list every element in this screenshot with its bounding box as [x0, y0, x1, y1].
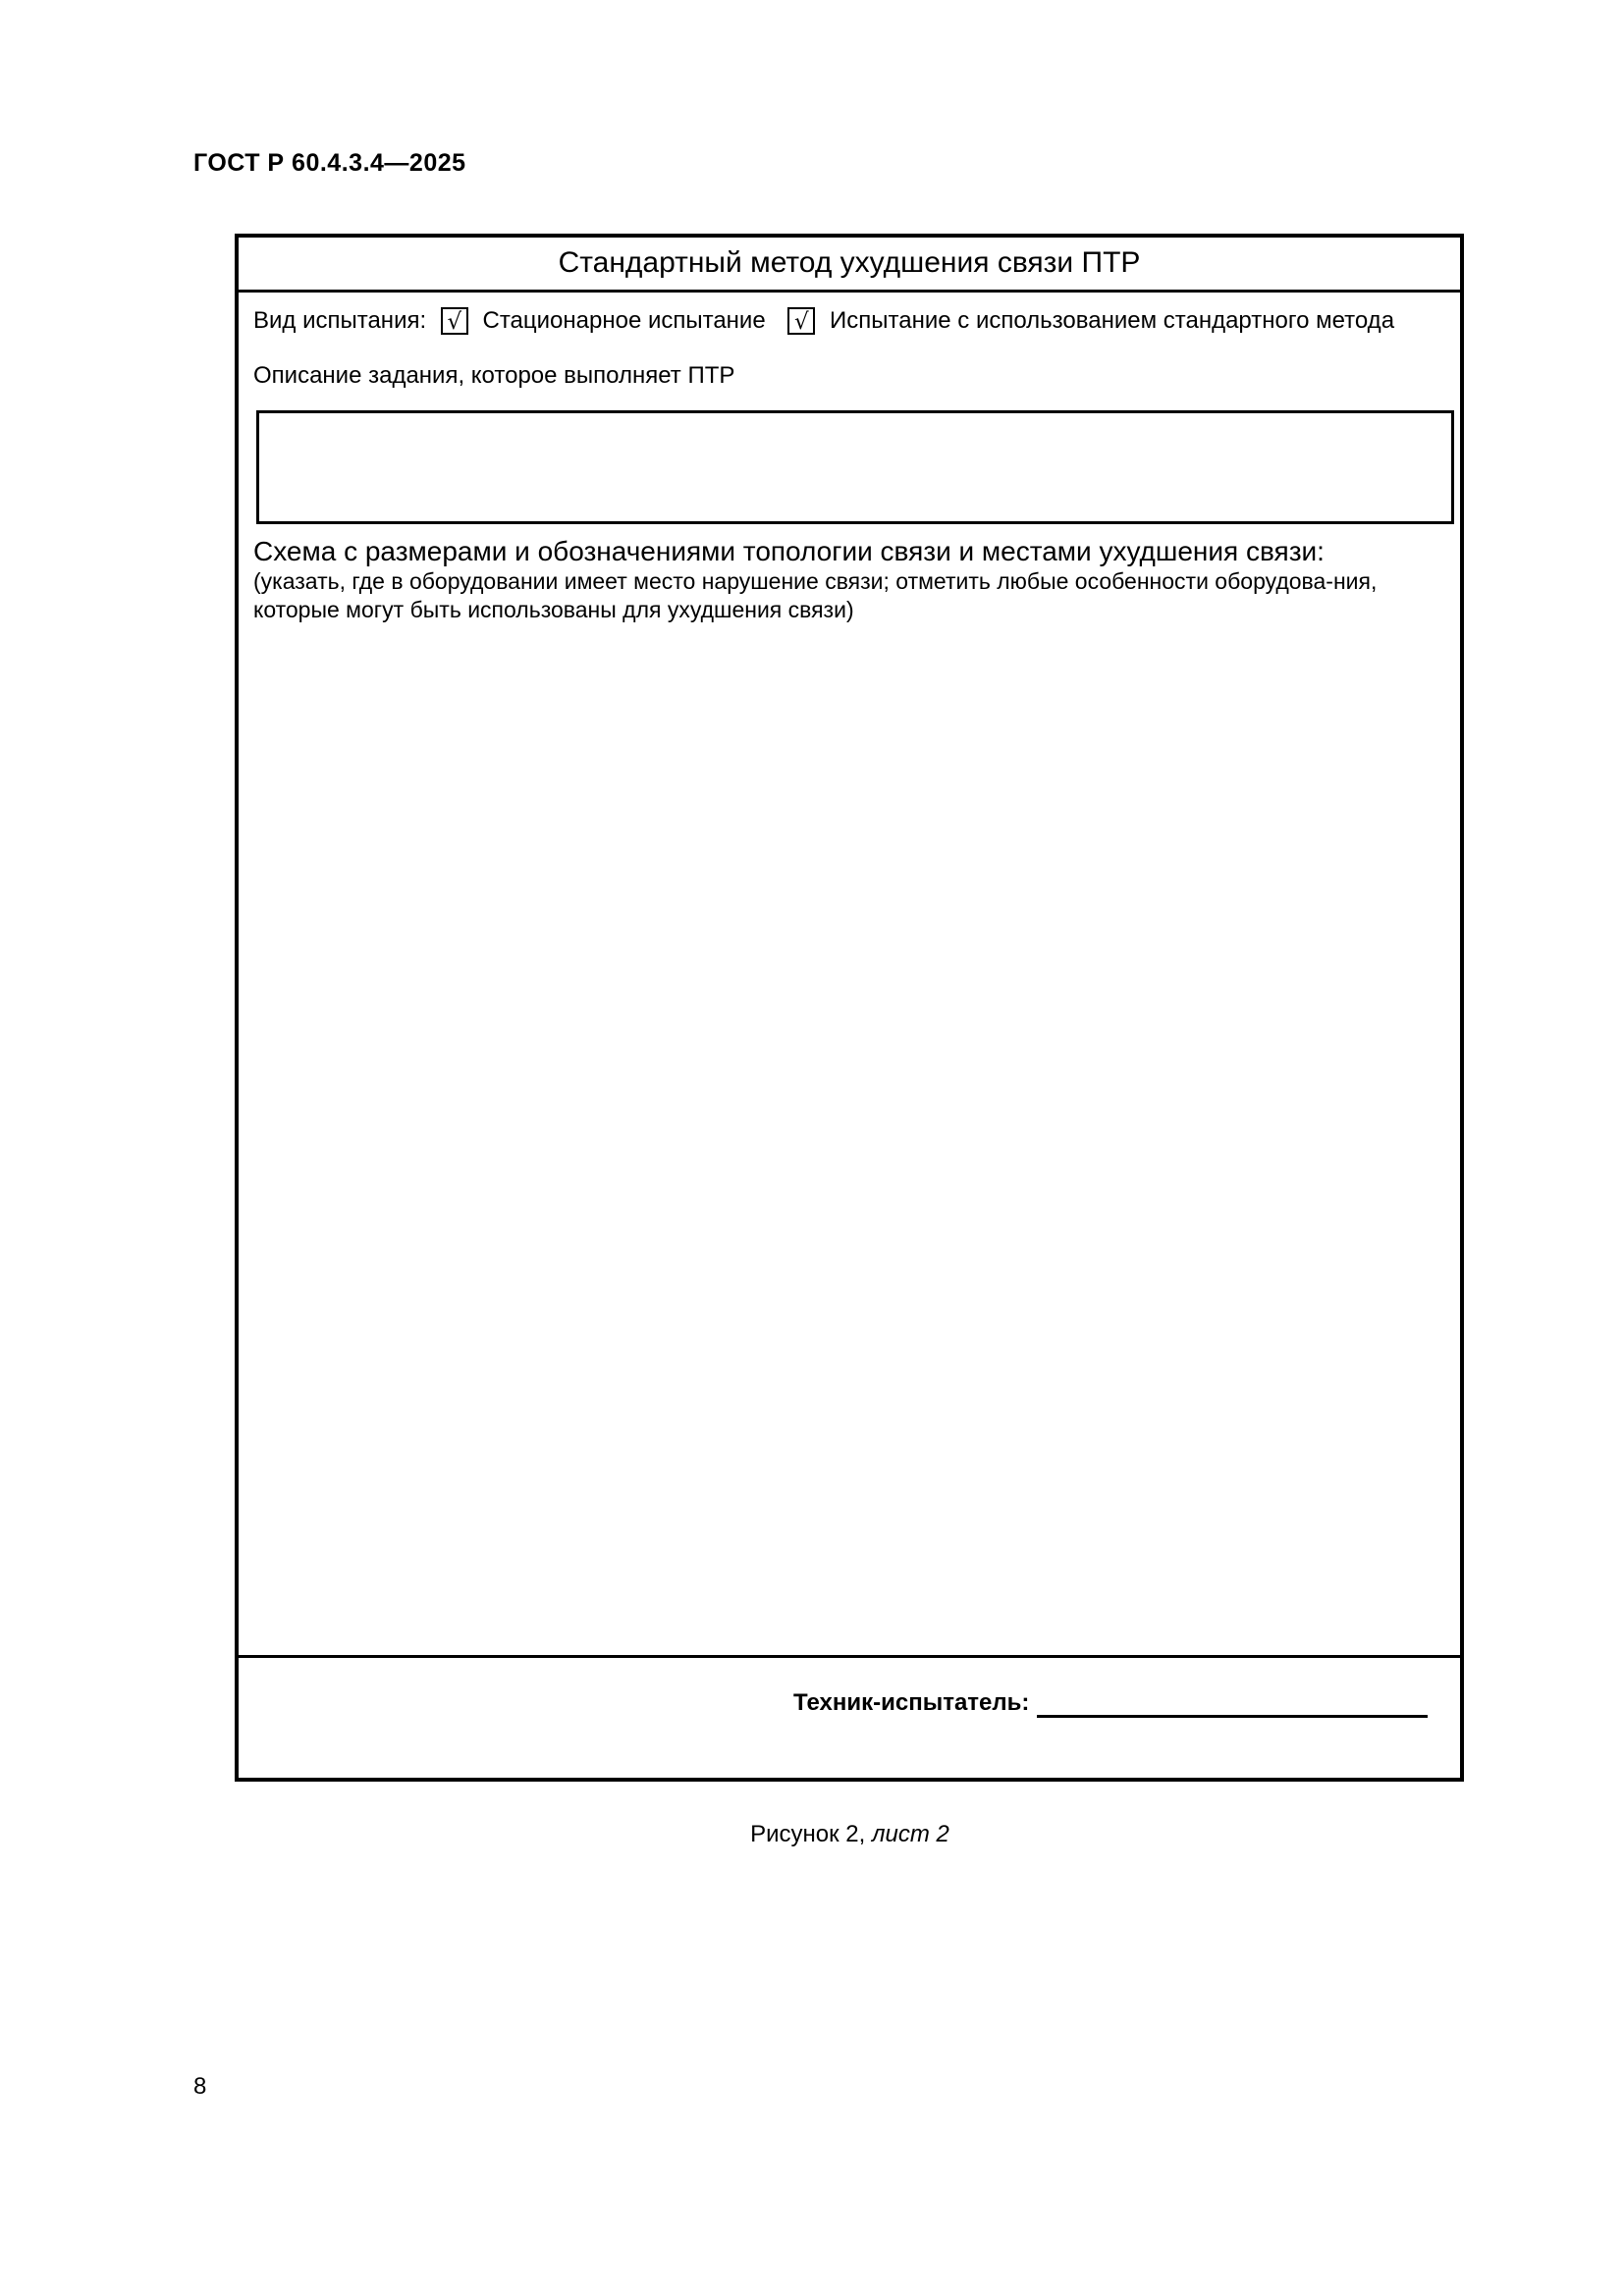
form-title: Стандартный метод ухудшения связи ПТР — [239, 238, 1460, 293]
technician-label: Техник-испытатель: — [793, 1689, 1030, 1716]
stationary-test-label: Стационарное испытание — [482, 306, 766, 334]
standard-method-label: Испытание с использованием стандартного метода — [830, 306, 1395, 334]
test-form — [235, 234, 1464, 1782]
page-number: 8 — [193, 2073, 207, 2100]
figure-caption-text: Рисунок 2, — [750, 1821, 866, 1847]
stationary-test-checkbox[interactable]: √ — [441, 307, 468, 335]
signature-row — [793, 1688, 1428, 1718]
task-description-field[interactable] — [256, 410, 1454, 524]
task-description-label: Описание задания, которое выполняет ПТР — [253, 362, 735, 389]
test-type-label: Вид испытания: — [253, 306, 427, 334]
signature-divider — [239, 1655, 1460, 1658]
scheme-drawing-area[interactable] — [239, 640, 1460, 1651]
standard-method-checkbox[interactable]: √ — [787, 307, 815, 335]
figure-caption-sheet: лист 2 — [871, 1821, 949, 1847]
technician-signature-field[interactable] — [1037, 1689, 1428, 1718]
document-id: ГОСТ Р 60.4.3.4—2025 — [193, 149, 466, 177]
scheme-title: Схема с размерами и обозначениями топологии связи и местами ухудшения связи: — [253, 536, 1325, 566]
test-type-row — [253, 304, 1450, 337]
scheme-note: (указать, где в оборудовании имеет место нарушение связи; отметить любые особенности оборудова-ния, которые могут быть использованы для ухудшения связи) — [253, 568, 1378, 622]
figure-caption — [0, 1821, 1624, 1848]
